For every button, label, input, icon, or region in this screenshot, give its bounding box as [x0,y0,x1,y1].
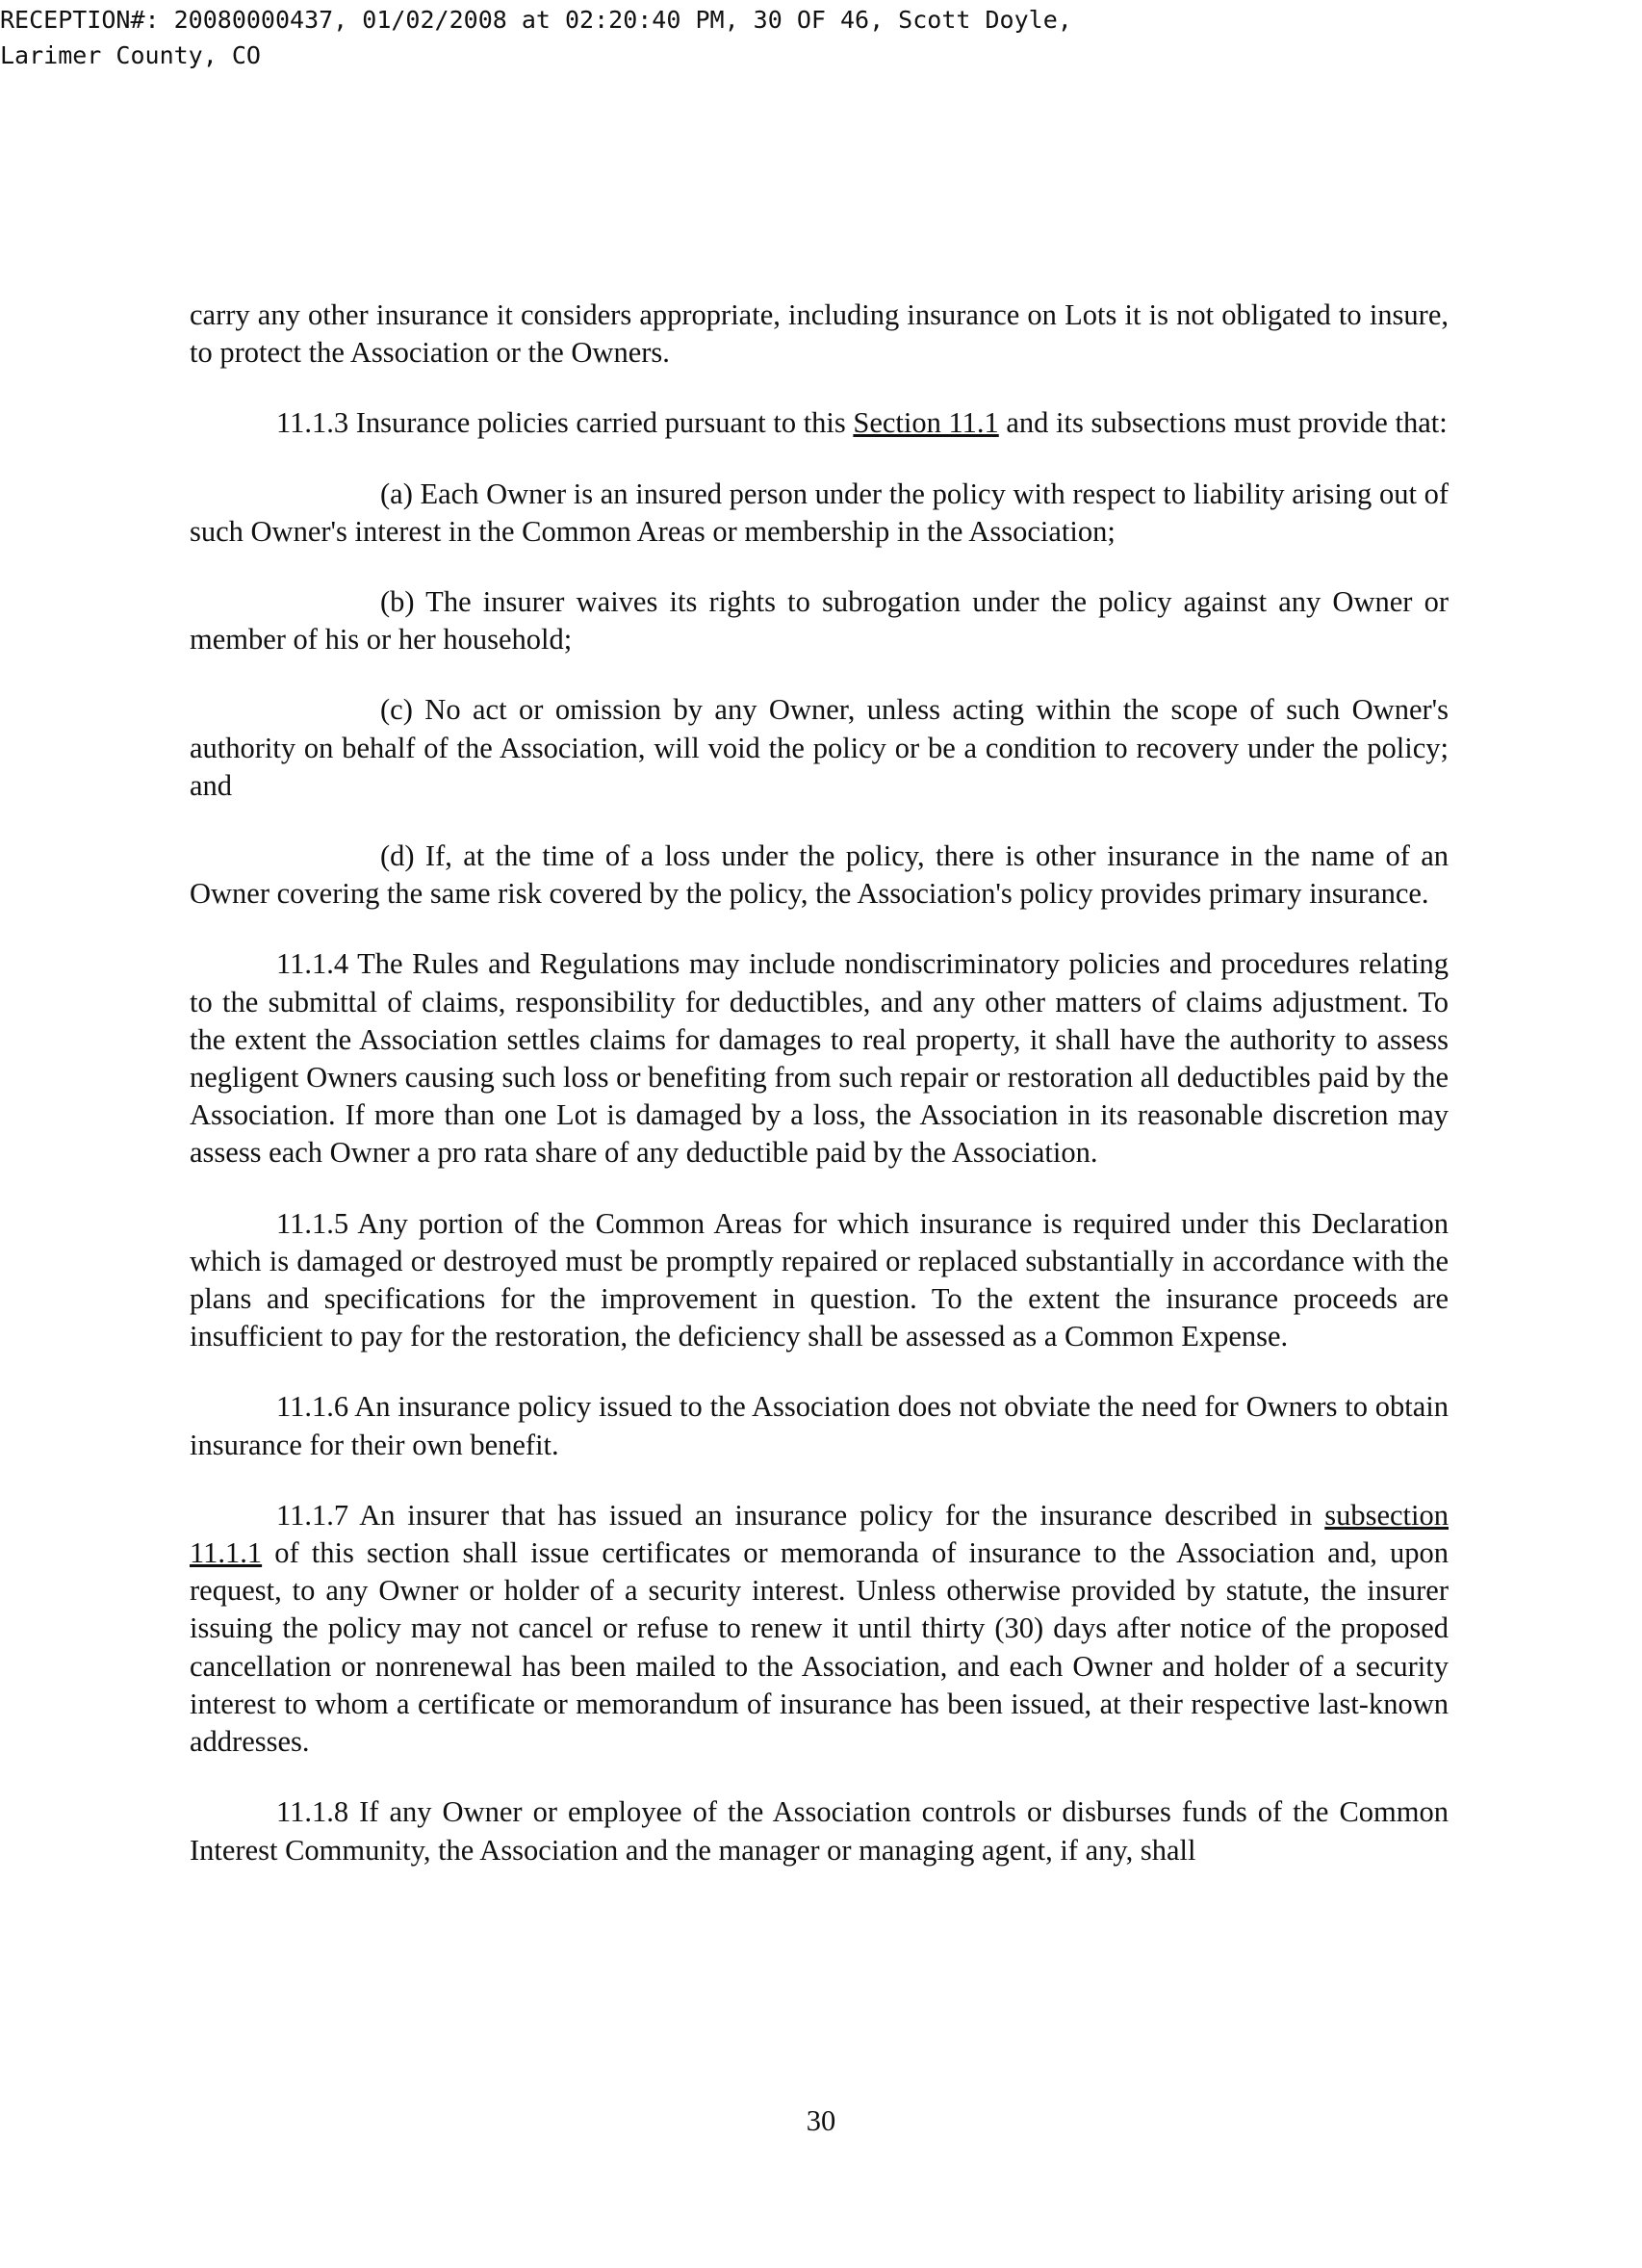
recording-stamp-header [0,2,1540,73]
page-number: 30 [806,2104,836,2137]
paragraph-11-1-3-text-end: and its subsections must provide that: [998,406,1448,440]
paragraph-11-1-3 [190,404,1449,442]
subsection-11-1-1-reference: subsection 11.1.1 [190,1498,1449,1570]
document-body [190,296,1449,1902]
clause-c: (c) No act or omission by any Owner, unless acting within the scope of such Owner's authority on behalf of the Association, will void the policy or be a condition to recovery under the policy; and [190,693,1449,802]
paragraph-11-1-8: 11.1.8 If any Owner or employee of the Association controls or disburses funds of the Common Interest Community, the Association and the manager or managing agent, if any, shall [190,1795,1449,1867]
recording-stamp-line-2: Larimer County, CO [0,41,261,69]
paragraph-11-1-5: 11.1.5 Any portion of the Common Areas for which insurance is required under this Declaration which is damaged or destroyed must be promptly repaired or replaced substantially in accordance with the plans and specifications for the improvement in question. To the extent the insurance proceeds are insufficient to pay for the restoration, the deficiency shall be assessed as a Common Expense. [190,1206,1449,1353]
clause-b: (b) The insurer waives its rights to subrogation under the policy against any Owner or member of his or her household; [190,585,1449,657]
paragraph-11-1-7-text-end: of this section shall issue certificates or memoranda of insurance to the Association and, upon request, to any Owner or holder of a security interest. Unless otherwise provided by statute, the insurer issuing the policy may not cancel or refuse to renew it until thirty (30) days after notice of the proposed cancellation or nonrenewal has been mailed to the Association, and each Owner and holder of a security interest to whom a certificate or memorandum of insurance has been issued, at their respective last-known addresses. [190,1536,1449,1759]
paragraph-11-1-4: 11.1.4 The Rules and Regulations may include nondiscriminatory policies and procedures relating to the submittal of claims, responsibility for deductibles, and any other matters of claims adjustment. To the extent the Association settles claims for damages to real property, it shall have the authority to assess negligent Owners causing such loss or benefiting from such repair or restoration all deductibles paid by the Association. If more than one Lot is damaged by a loss, the Association in its reasonable discretion may assess each Owner a pro rata share of any deductible paid by the Association. [190,947,1449,1170]
recording-stamp-line-1: RECEPTION#: 20080000437, 01/02/2008 at 02:20:40 PM, 30 OF 46, Scott Doyle, [0,6,1072,34]
clause-d: (d) If, at the time of a loss under the policy, there is other insurance in the name of an Owner covering the same risk covered by the policy, the Association's policy provides primary insurance. [190,839,1449,911]
paragraph-11-1-3-text: 11.1.3 Insurance policies carried pursuant to this [276,406,854,440]
clause-a: (a) Each Owner is an insured person under the policy with respect to liability arising out of such Owner's interest in the Common Areas or membership in the Association; [190,477,1449,548]
paragraph-11-1-7-text: 11.1.7 An insurer that has issued an insurance policy for the insurance described in [276,1498,1325,1532]
paragraph-11-1-6: 11.1.6 An insurance policy issued to the Association does not obviate the need for Owners to obtain insurance for their own benefit. [190,1390,1449,1461]
paragraph-continuation: carry any other insurance it considers appropriate, including insurance on Lots it is not obligated to insure, to protect the Association or the Owners. [190,298,1449,370]
paragraph-11-1-7 [190,1497,1449,1761]
section-11-1-reference: Section 11.1 [853,406,999,440]
